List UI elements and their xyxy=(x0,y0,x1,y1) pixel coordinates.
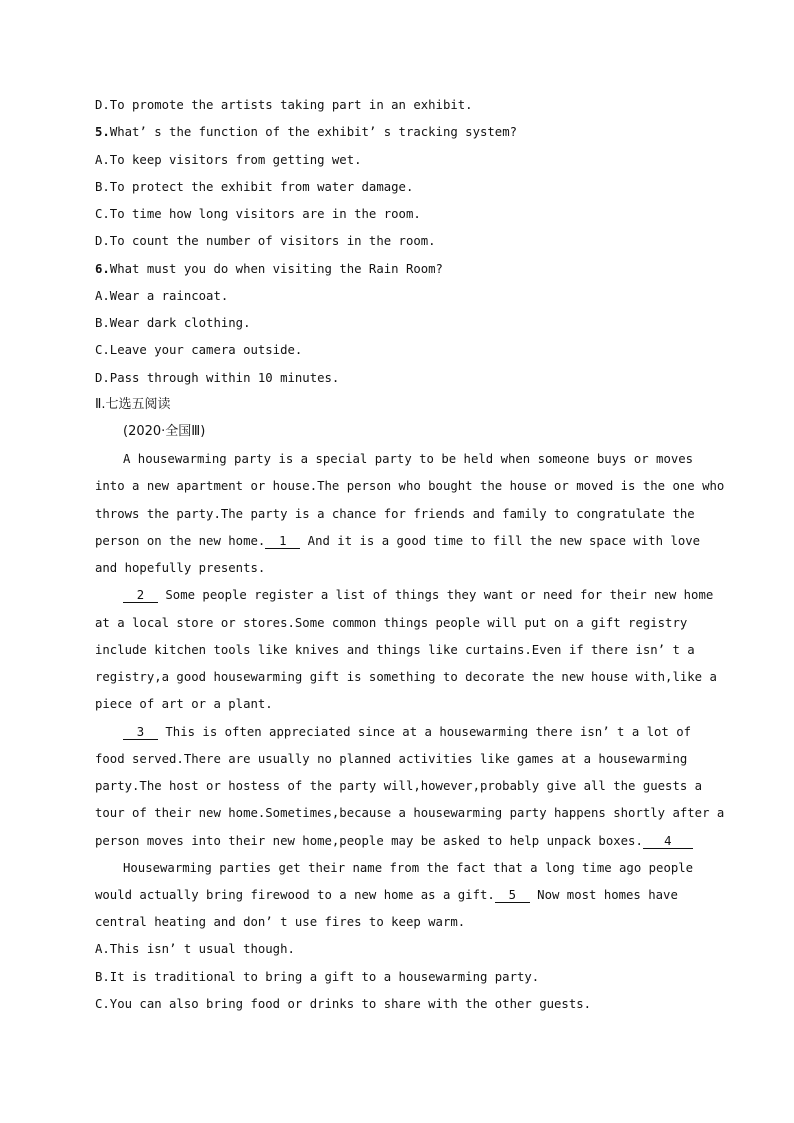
passage-p1-line5: and hopefully presents. xyxy=(95,561,266,575)
passage-p1-line2: into a new apartment or house.The person who bought the house or moved is the one who xyxy=(95,479,725,493)
q6-option-a: A.Wear a raincoat. xyxy=(95,289,229,303)
q5-number: 5. xyxy=(95,125,110,139)
q5-option-a: A.To keep visitors from getting wet. xyxy=(95,153,362,167)
q6-option-d: D.Pass through within 10 minutes. xyxy=(95,371,340,385)
passage-p2-line5: piece of art or a plant. xyxy=(95,697,273,711)
passage-p2-line1: 2 Some people register a list of things they want or need for their new home xyxy=(123,587,713,603)
passage-p3-line3: party.The host or hostess of the party will,however,probably give all the guests a xyxy=(95,779,703,793)
q6-option-c: C.Leave your camera outside. xyxy=(95,343,303,357)
passage-p2-line3: include kitchen tools like knives and things like curtains.Even if there isn’ t a xyxy=(95,643,695,657)
answer-option-c: C.You can also bring food or drinks to share with the other guests. xyxy=(95,997,592,1011)
passage-p4-line1: Housewarming parties get their name from the fact that a long time ago people xyxy=(123,861,694,875)
blank-1: 1 xyxy=(265,534,300,549)
passage-p1-line3: throws the party.The party is a chance for friends and family to congratulate the xyxy=(95,507,695,521)
q5-option-d: D.To count the number of visitors in the room. xyxy=(95,234,436,248)
answer-option-a: A.This isn’ t usual though. xyxy=(95,942,295,956)
q6-number: 6. xyxy=(95,262,110,276)
q5-stem-text: What’ s the function of the exhibit’ s tracking system? xyxy=(109,125,517,139)
q5-option-b: B.To protect the exhibit from water damage. xyxy=(95,180,414,194)
blank-3: 3 xyxy=(123,725,158,740)
blank-4: 4 xyxy=(643,834,693,849)
q6-option-b: B.Wear dark clothing. xyxy=(95,316,251,330)
passage-p4-line3: central heating and don’ t use fires to keep warm. xyxy=(95,915,466,929)
q4-option-d: D.To promote the artists taking part in an exhibit. xyxy=(95,98,473,112)
passage-p1-line4: person on the new home. 1 And it is a good time to fill the new space with love xyxy=(95,534,701,548)
q6-stem xyxy=(95,261,443,277)
passage-p3-line5: person moves into their new home,people may be asked to help unpack boxes. 4 xyxy=(95,833,693,849)
q5-stem xyxy=(95,124,517,140)
blank-2: 2 xyxy=(123,588,158,603)
source-label: (2020·全国Ⅲ) xyxy=(123,424,206,439)
section-heading: Ⅱ.七选五阅读 xyxy=(95,397,171,412)
blank-5: 5 xyxy=(495,888,530,903)
passage-p2-line4: registry,a good housewarming gift is something to decorate the new house with,like a xyxy=(95,670,717,684)
q6-stem-text: What must you do when visiting the Rain Room? xyxy=(109,262,443,276)
passage-p2-line2: at a local store or stores.Some common things people will put on a gift registry xyxy=(95,616,688,630)
passage-p3-line1: 3 This is often appreciated since at a housewarming there isn’ t a lot of xyxy=(123,724,691,740)
passage-p3-line2: food served.There are usually no planned activities like games at a housewarming xyxy=(95,752,688,766)
answer-option-b: B.It is traditional to bring a gift to a housewarming party. xyxy=(95,970,540,984)
passage-p3-line4: tour of their new home.Sometimes,because a housewarming party happens shortly after a xyxy=(95,806,725,820)
q5-option-c: C.To time how long visitors are in the room. xyxy=(95,207,421,221)
passage-p1-line1: A housewarming party is a special party to be held when someone buys or moves xyxy=(123,452,694,466)
passage-p4-line2: would actually bring firewood to a new home as a gift. 5 Now most homes have xyxy=(95,888,678,902)
